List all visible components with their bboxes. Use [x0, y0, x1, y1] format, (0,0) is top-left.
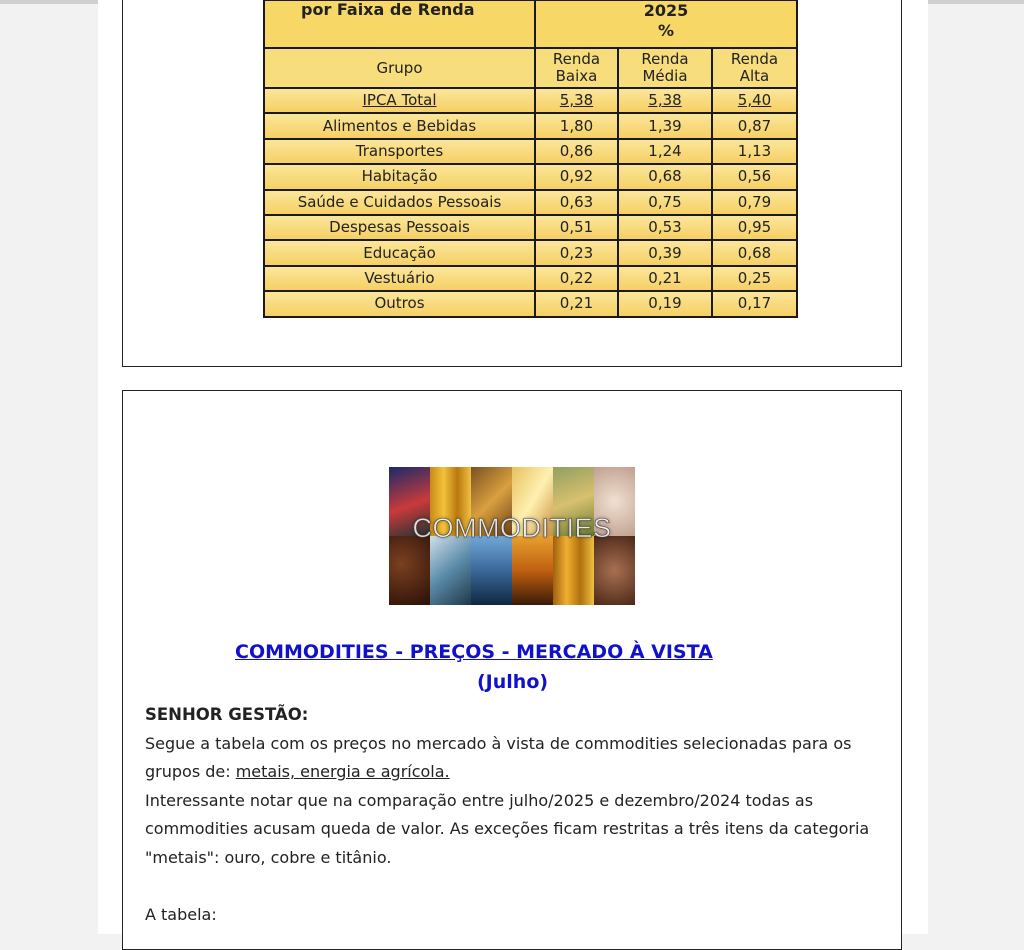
table-row	[264, 190, 797, 215]
table-row	[264, 266, 797, 291]
banner-logo-text: COMMODITIES	[412, 513, 612, 543]
header-year-value: 2025	[643, 1, 689, 20]
row-media	[618, 88, 712, 113]
banner-tile	[594, 536, 635, 605]
paragraph-1	[145, 730, 885, 787]
value-link[interactable]: 5,40	[737, 91, 772, 110]
row-baixa: 0,86	[535, 139, 618, 164]
row-alta: 0,56	[712, 164, 797, 189]
row-baixa: 0,63	[535, 190, 618, 215]
article-body	[145, 701, 885, 929]
row-grupo: Educação	[264, 240, 535, 265]
row-media: 0,68	[618, 164, 712, 189]
col-baixa-line1: Renda	[552, 50, 601, 68]
row-baixa: 0,22	[535, 266, 618, 291]
paragraph-1-text: Segue a tabela com os preços no mercado à vista de commodities selecionadas para os grupos de:	[145, 733, 852, 782]
commodities-banner-image	[389, 467, 635, 605]
value-link[interactable]: 5,38	[559, 91, 594, 110]
table-row	[264, 88, 797, 113]
paragraph-2: Interessante notar que na comparação entre julho/2025 e dezembro/2024 todas as commodities acusam queda de valor. As exceções ficam restritas a três itens da categoria "metais": ouro, cobre e titânio.	[145, 790, 870, 867]
col-renda-baixa	[535, 48, 618, 88]
header-faixa-renda: por Faixa de Renda	[264, 0, 535, 48]
header-unit: %	[657, 21, 675, 40]
col-media-line1: Renda	[641, 50, 689, 68]
row-media: 0,75	[618, 190, 712, 215]
value-link[interactable]: 5,38	[648, 91, 682, 110]
row-media: 0,39	[618, 240, 712, 265]
row-grupo[interactable]	[264, 88, 535, 113]
table-header-row	[264, 0, 797, 48]
row-media: 0,21	[618, 266, 712, 291]
row-grupo: Outros	[264, 291, 535, 316]
commodities-panel	[122, 390, 902, 950]
table-row	[264, 291, 797, 316]
ipca-panel	[122, 0, 902, 367]
row-media: 1,39	[618, 113, 712, 138]
table-row	[264, 113, 797, 138]
spacer	[145, 873, 885, 901]
row-alta: 1,13	[712, 139, 797, 164]
table-row	[264, 215, 797, 240]
col-renda-alta	[712, 48, 797, 88]
row-alta: 0,17	[712, 291, 797, 316]
banner-tile	[512, 536, 553, 605]
col-renda-media	[618, 48, 712, 88]
banner-tile	[430, 536, 471, 605]
row-media: 0,19	[618, 291, 712, 316]
row-grupo: Saúde e Cuidados Pessoais	[264, 190, 535, 215]
row-alta: 0,87	[712, 113, 797, 138]
header-year	[535, 0, 797, 48]
groups-link[interactable]: metais, energia e agrícola.	[235, 762, 450, 782]
row-baixa: 0,21	[535, 291, 618, 316]
row-baixa: 1,80	[535, 113, 618, 138]
row-baixa	[535, 88, 618, 113]
row-alta: 0,25	[712, 266, 797, 291]
row-grupo: Vestuário	[264, 266, 535, 291]
article-subtitle: (Julho)	[477, 671, 549, 693]
row-baixa: 0,51	[535, 215, 618, 240]
col-grupo: Grupo	[264, 48, 535, 88]
row-alta: 0,68	[712, 240, 797, 265]
row-baixa: 0,23	[535, 240, 618, 265]
ipca-table	[263, 0, 798, 318]
row-grupo: Despesas Pessoais	[264, 215, 535, 240]
col-media-line2: Média	[642, 67, 688, 85]
banner-tile	[389, 536, 430, 605]
article-title-link[interactable]: COMMODITIES - PREÇOS - MERCADO À VISTA	[235, 641, 713, 663]
row-grupo: Transportes	[264, 139, 535, 164]
table-row	[264, 240, 797, 265]
table-subheader-row	[264, 48, 797, 88]
table-row	[264, 164, 797, 189]
col-alta-line1: Renda	[730, 50, 779, 68]
banner-tile	[553, 536, 594, 605]
row-alta: 0,95	[712, 215, 797, 240]
row-alta	[712, 88, 797, 113]
table-row	[264, 139, 797, 164]
banner-tile	[471, 536, 512, 605]
row-alta: 0,79	[712, 190, 797, 215]
row-grupo: Alimentos e Bebidas	[264, 113, 535, 138]
row-media: 1,24	[618, 139, 712, 164]
row-media: 0,53	[618, 215, 712, 240]
page-column	[98, 0, 928, 934]
greeting: SENHOR GESTÃO:	[145, 705, 309, 724]
paragraph-3: A tabela:	[145, 904, 217, 924]
col-alta-line2: Alta	[739, 67, 770, 85]
ipca-total-link[interactable]: IPCA Total	[362, 91, 437, 110]
row-baixa: 0,92	[535, 164, 618, 189]
row-grupo: Habitação	[264, 164, 535, 189]
col-baixa-line2: Baixa	[555, 67, 598, 85]
